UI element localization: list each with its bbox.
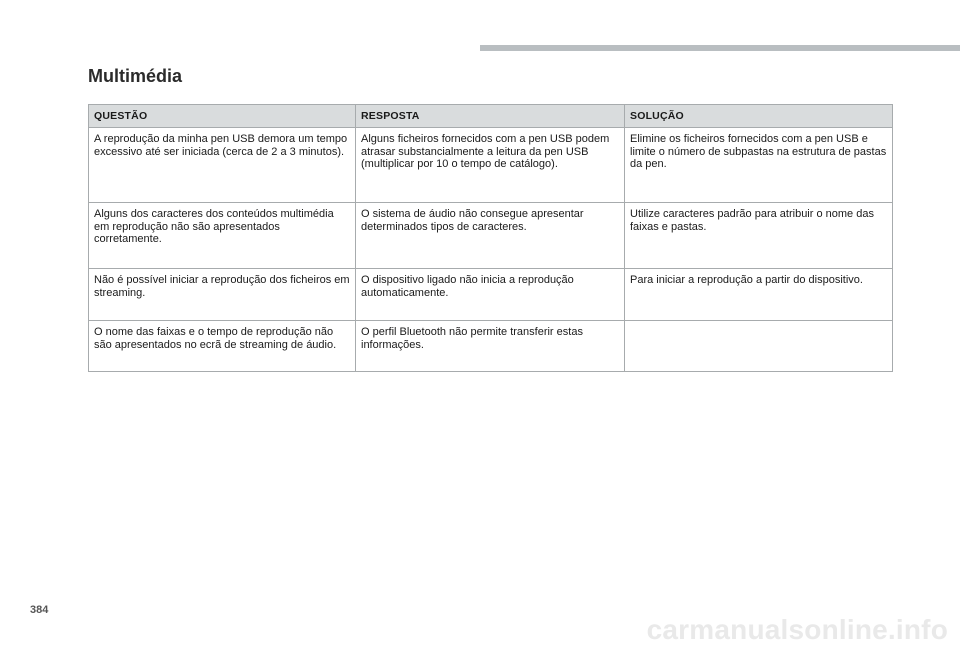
column-header-solution: SOLUÇÃO [625,105,893,128]
answer-cell: O perfil Bluetooth não permite transferir estas informações. [356,321,625,372]
table-row [89,203,893,269]
page-number: 384 [30,604,49,616]
question-cell: A reprodução da minha pen USB demora um tempo excessivo até ser iniciada (cerca de 2 a 3 minutos). [89,128,356,203]
table-row [89,321,893,372]
solution-cell: Elimine os ficheiros fornecidos com a pen USB e limite o número de subpastas na estrutura de pastas da pen. [625,128,893,203]
table-header-row [89,105,893,128]
column-header-answer: RESPOSTA [356,105,625,128]
watermark: carmanualsonline.info [646,614,948,645]
table-row [89,128,893,203]
answer-cell: Alguns ficheiros fornecidos com a pen USB podem atrasar substancialmente a leitura da pen USB (multiplicar por 10 o tempo de catálogo). [356,128,625,203]
header-decorative-bar [480,45,960,51]
column-header-question: QUESTÃO [89,105,356,128]
solution-cell [625,321,893,372]
answer-cell: O dispositivo ligado não inicia a reprodução automaticamente. [356,269,625,321]
question-cell: Não é possível iniciar a reprodução dos ficheiros em streaming. [89,269,356,321]
question-cell: Alguns dos caracteres dos conteúdos multimédia em reprodução não são apresentados corretamente. [89,203,356,269]
answer-cell: O sistema de áudio não consegue apresentar determinados tipos de caracteres. [356,203,625,269]
solution-cell: Utilize caracteres padrão para atribuir o nome das faixas e pastas. [625,203,893,269]
question-cell: O nome das faixas e o tempo de reprodução não são apresentados no ecrã de streaming de áudio. [89,321,356,372]
page-title: Multimédia [88,66,183,86]
solution-cell: Para iniciar a reprodução a partir do dispositivo. [625,269,893,321]
table-row [89,269,893,321]
troubleshooting-table [88,104,893,372]
